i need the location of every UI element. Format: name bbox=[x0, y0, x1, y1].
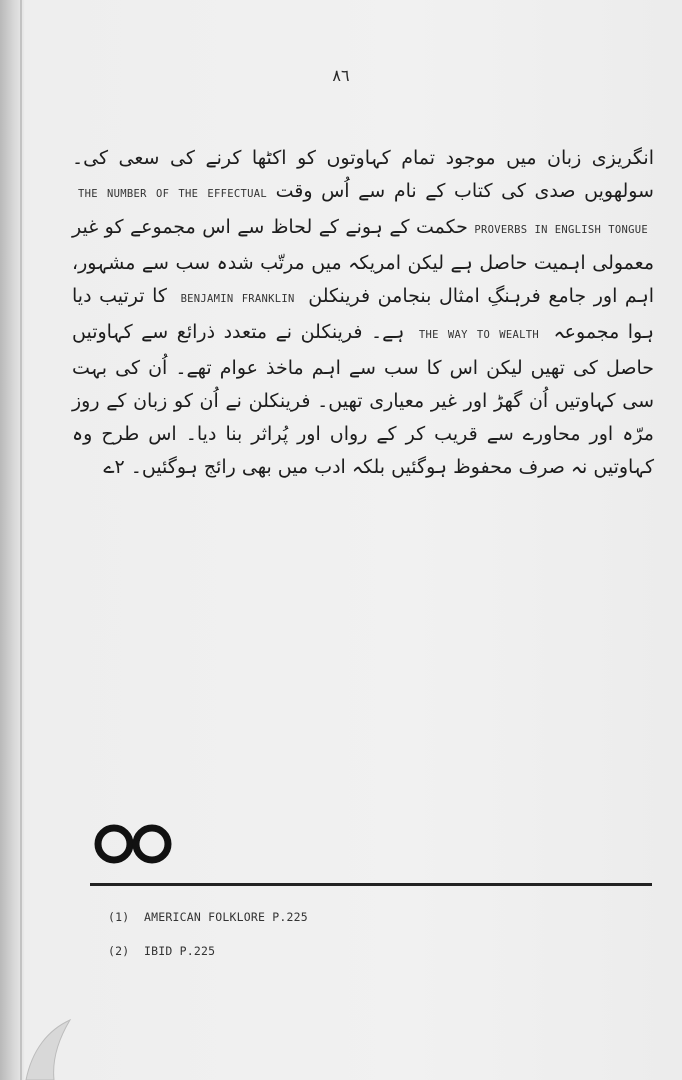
english-title-text: THE WAY TO WEALTH bbox=[418, 329, 539, 341]
urdu-text: کا ترتیب دیا ہوا مجموعہ bbox=[72, 285, 655, 343]
spine-edge bbox=[20, 0, 22, 1080]
urdu-text: کے نام سے اُس وقت bbox=[275, 180, 446, 202]
footnote-number: (2) bbox=[108, 944, 130, 958]
footnote-1 bbox=[108, 910, 308, 924]
english-title-text: BENJAMIN FRANKLIN bbox=[180, 293, 295, 305]
urdu-text: انگریزی زبان میں موجود تمام کہاوتوں کو اکٹھا کرنے کی سعی کی۔ سولھویں صدی کی کتاب bbox=[72, 147, 654, 202]
urdu-text: حکمت کے ہونے کے لحاظ سے اس مجموعے کو غیر معمولی اہمیت حاصل ہے لیکن bbox=[72, 216, 654, 274]
english-title-text: THE NUMBER OF THE EFFECTUAL PROVERBS IN ENGLISH TONGUE bbox=[78, 188, 648, 236]
footnote-divider bbox=[90, 883, 652, 886]
footnote-2 bbox=[108, 944, 215, 958]
page-number: ٨٦ bbox=[332, 66, 350, 85]
main-paragraph bbox=[72, 142, 654, 484]
double-ring-logo-icon bbox=[92, 822, 176, 866]
urdu-text: ہے۔ فرینکلن نے متعدد ذرائع سے کہاوتیں حاصل کی تھیں لیکن اس کا سب سے اہم ماخذ عوام تھے۔ اُن کی بہت سی کہاوتیں اُن گھڑ اور غیر معیاری تھیں۔ فرینکلن نے اُن کو زبان کے روز مرّہ اور محاورے سے قریب کر کے رواں اور پُراثر بنا دیا۔ اس طرح وہ کہاوتیں نہ صرف محفوظ ہوگئیں بلکہ ادب میں بھی رائج ہوگئیں۔ ۲ے bbox=[72, 321, 654, 478]
footnote-number: (1) bbox=[108, 910, 130, 924]
urdu-text: فرینکلن bbox=[308, 285, 371, 307]
footnote-text: AMERICAN FOLKLORE P.225 bbox=[144, 910, 308, 924]
page-fold-mark bbox=[18, 990, 78, 1080]
urdu-text: امریکہ میں مرتّب شدہ سب سے مشہور، اہم اور جامع فرہنگِ امثال بنجامن bbox=[72, 252, 654, 307]
footnote-text: IBID P.225 bbox=[144, 944, 216, 958]
